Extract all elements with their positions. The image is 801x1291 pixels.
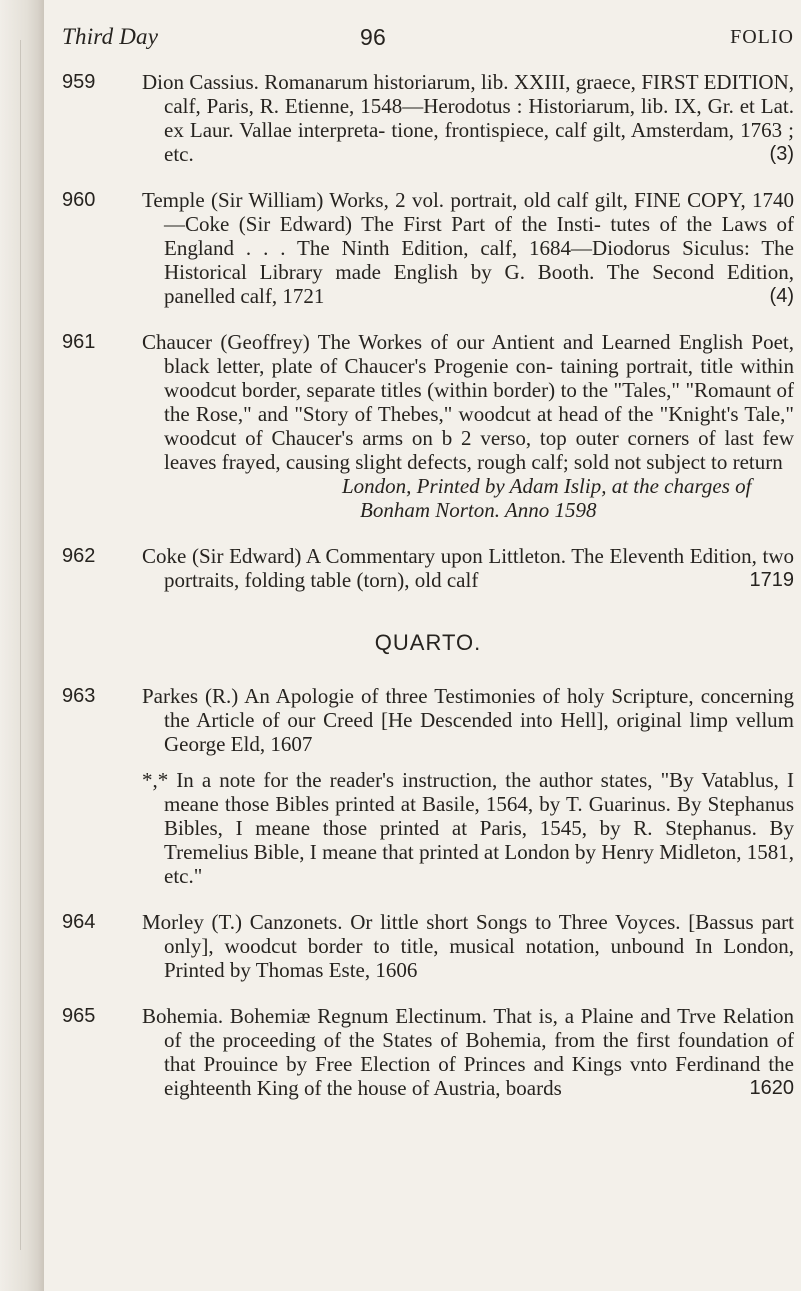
note-line: *,* In a note for the reader's instruction, the author states, "By: [142, 768, 694, 792]
lot-entry-962: [62, 544, 794, 592]
lot-number: 961: [62, 331, 96, 353]
desc-line: (within border) to the "Tales," "Romaunt of the Rose," and: [164, 378, 795, 426]
lot-volumes: (4): [769, 285, 794, 307]
note-line: Vatablus, I meane those Bibles printed at Basile, 1564, by: [164, 768, 794, 816]
desc-line: Bohemia. Bohemiæ Regnum Electinum. That is, a Plaine and: [142, 1004, 671, 1028]
catalogue-page: [62, 18, 794, 1100]
header-day: Third Day: [62, 24, 159, 49]
imprint-line: Bonham Norton. Anno 1598: [360, 498, 597, 522]
editorial-note: [142, 768, 794, 888]
desc-line: concerning the Article of our Creed [He Descended into: [164, 684, 795, 732]
desc-line: by G. Booth. The Second Edition, panelled calf, 1721: [164, 260, 794, 308]
desc-line: FIRST EDITION, calf, Paris, R. Etienne, 1548—Herodotus :: [164, 70, 794, 118]
desc-line: Trve Relation of the proceeding of the States of Bohemia,: [164, 1004, 795, 1052]
desc-line: Edition, two portraits, folding table (torn), old calf: [164, 544, 794, 592]
lot-number: 959: [62, 71, 96, 93]
lot-number: 964: [62, 911, 96, 933]
section-title: QUARTO.: [374, 630, 482, 655]
lot-entry-963: [62, 684, 794, 888]
desc-line: Coke (Sir Edward) A Commentary upon Littleton. The Eleventh: [142, 544, 685, 568]
note-line: T. Guarinus. By Stephanus Bibles, I meane those printed at: [164, 792, 795, 840]
lot-description: [142, 910, 794, 982]
lot-date: 1620: [749, 1077, 794, 1099]
desc-line: tione, frontispiece, calf gilt, Amsterdam, 1763 ; etc.: [164, 118, 795, 166]
desc-line: last few leaves frayed, causing slight defects, rough calf; sold: [164, 426, 794, 474]
desc-line: of Princes and Kings vnto Ferdinand the eighteenth King of: [164, 1052, 794, 1100]
lot-date: 1719: [749, 569, 794, 591]
lot-entry-964: [62, 910, 794, 982]
desc-line: Morley (T.) Canzonets. Or little short Songs to Three Voyces.: [142, 910, 681, 934]
desc-line: COPY, 1740—Coke (Sir Edward) The First Part of the Insti-: [164, 188, 795, 236]
desc-line: Chaucer (Geoffrey) The Workes of our Antient and Learned: [142, 330, 671, 354]
lot-entry-965: [62, 1004, 794, 1100]
lot-description: [142, 330, 794, 522]
desc-line: tutes of the Laws of England . . . The Ninth Edition, calf,: [164, 212, 795, 260]
lot-number: 963: [62, 685, 96, 707]
header-format: FOLIO: [730, 26, 794, 48]
lot-number: 962: [62, 545, 96, 567]
header-page-number: 96: [360, 24, 386, 50]
desc-line: Parkes (R.) An Apologie of three Testimonies of holy Scripture,: [142, 684, 694, 708]
desc-line: 1684—Diodorus Siculus: The Historical Library made English: [164, 236, 795, 284]
lot-description: [142, 188, 794, 308]
page-binding-shadow: [0, 0, 44, 1291]
desc-line: woodcut of Chaucer's arms on b 2 verso, top outer corners of: [164, 426, 716, 450]
lot-description: [142, 70, 794, 166]
lot-number: 960: [62, 189, 96, 211]
desc-line: [Bassus part only], woodcut border to title, musical notation,: [164, 910, 794, 958]
lot-description: [142, 544, 794, 592]
desc-line: taining portrait, title within woodcut border, separate titles: [164, 354, 794, 402]
lot-entry-960: [62, 188, 794, 308]
note-line: that printed at London by Henry Midleton, 1581, etc.": [164, 840, 795, 888]
desc-line: "Story of Thebes," woodcut at head of the "Knight's Tale,": [294, 402, 794, 426]
desc-line: English Poet, black letter, plate of Chaucer's Progenie con-: [164, 330, 795, 378]
desc-line: Temple (Sir William) Works, 2 vol. portrait, old calf gilt, FINE: [142, 188, 681, 212]
imprint-line: London, Printed by Adam Islip, at the charges of: [342, 474, 752, 498]
desc-line: from the first foundation of that Prouince by Free Election: [164, 1028, 795, 1076]
lot-number: 965: [62, 1005, 96, 1027]
lot-entry-961: [62, 330, 794, 522]
lot-volumes: (3): [769, 143, 794, 165]
desc-line: Hell], original limp vellum George Eld, 1607: [164, 708, 795, 756]
desc-line: Historiarum, lib. IX, Gr. et Lat. ex Laur. Vallae interpreta-: [164, 94, 795, 142]
desc-line: the house of Austria, boards: [326, 1076, 562, 1100]
desc-line: unbound In London, Printed by Thomas Este, 1606: [164, 934, 795, 982]
desc-line: Dion Cassius. Romanarum historiarum, lib. XXIII, graece,: [142, 70, 636, 94]
note-line: Paris, 1545, by R. Stephanus. By Tremelius Bible, I meane: [164, 816, 795, 864]
lot-entry-959: [62, 70, 794, 166]
running-header: [62, 18, 794, 58]
lot-description: [142, 1004, 794, 1100]
lot-description: [142, 684, 794, 888]
desc-line: not subject to return: [614, 450, 783, 474]
